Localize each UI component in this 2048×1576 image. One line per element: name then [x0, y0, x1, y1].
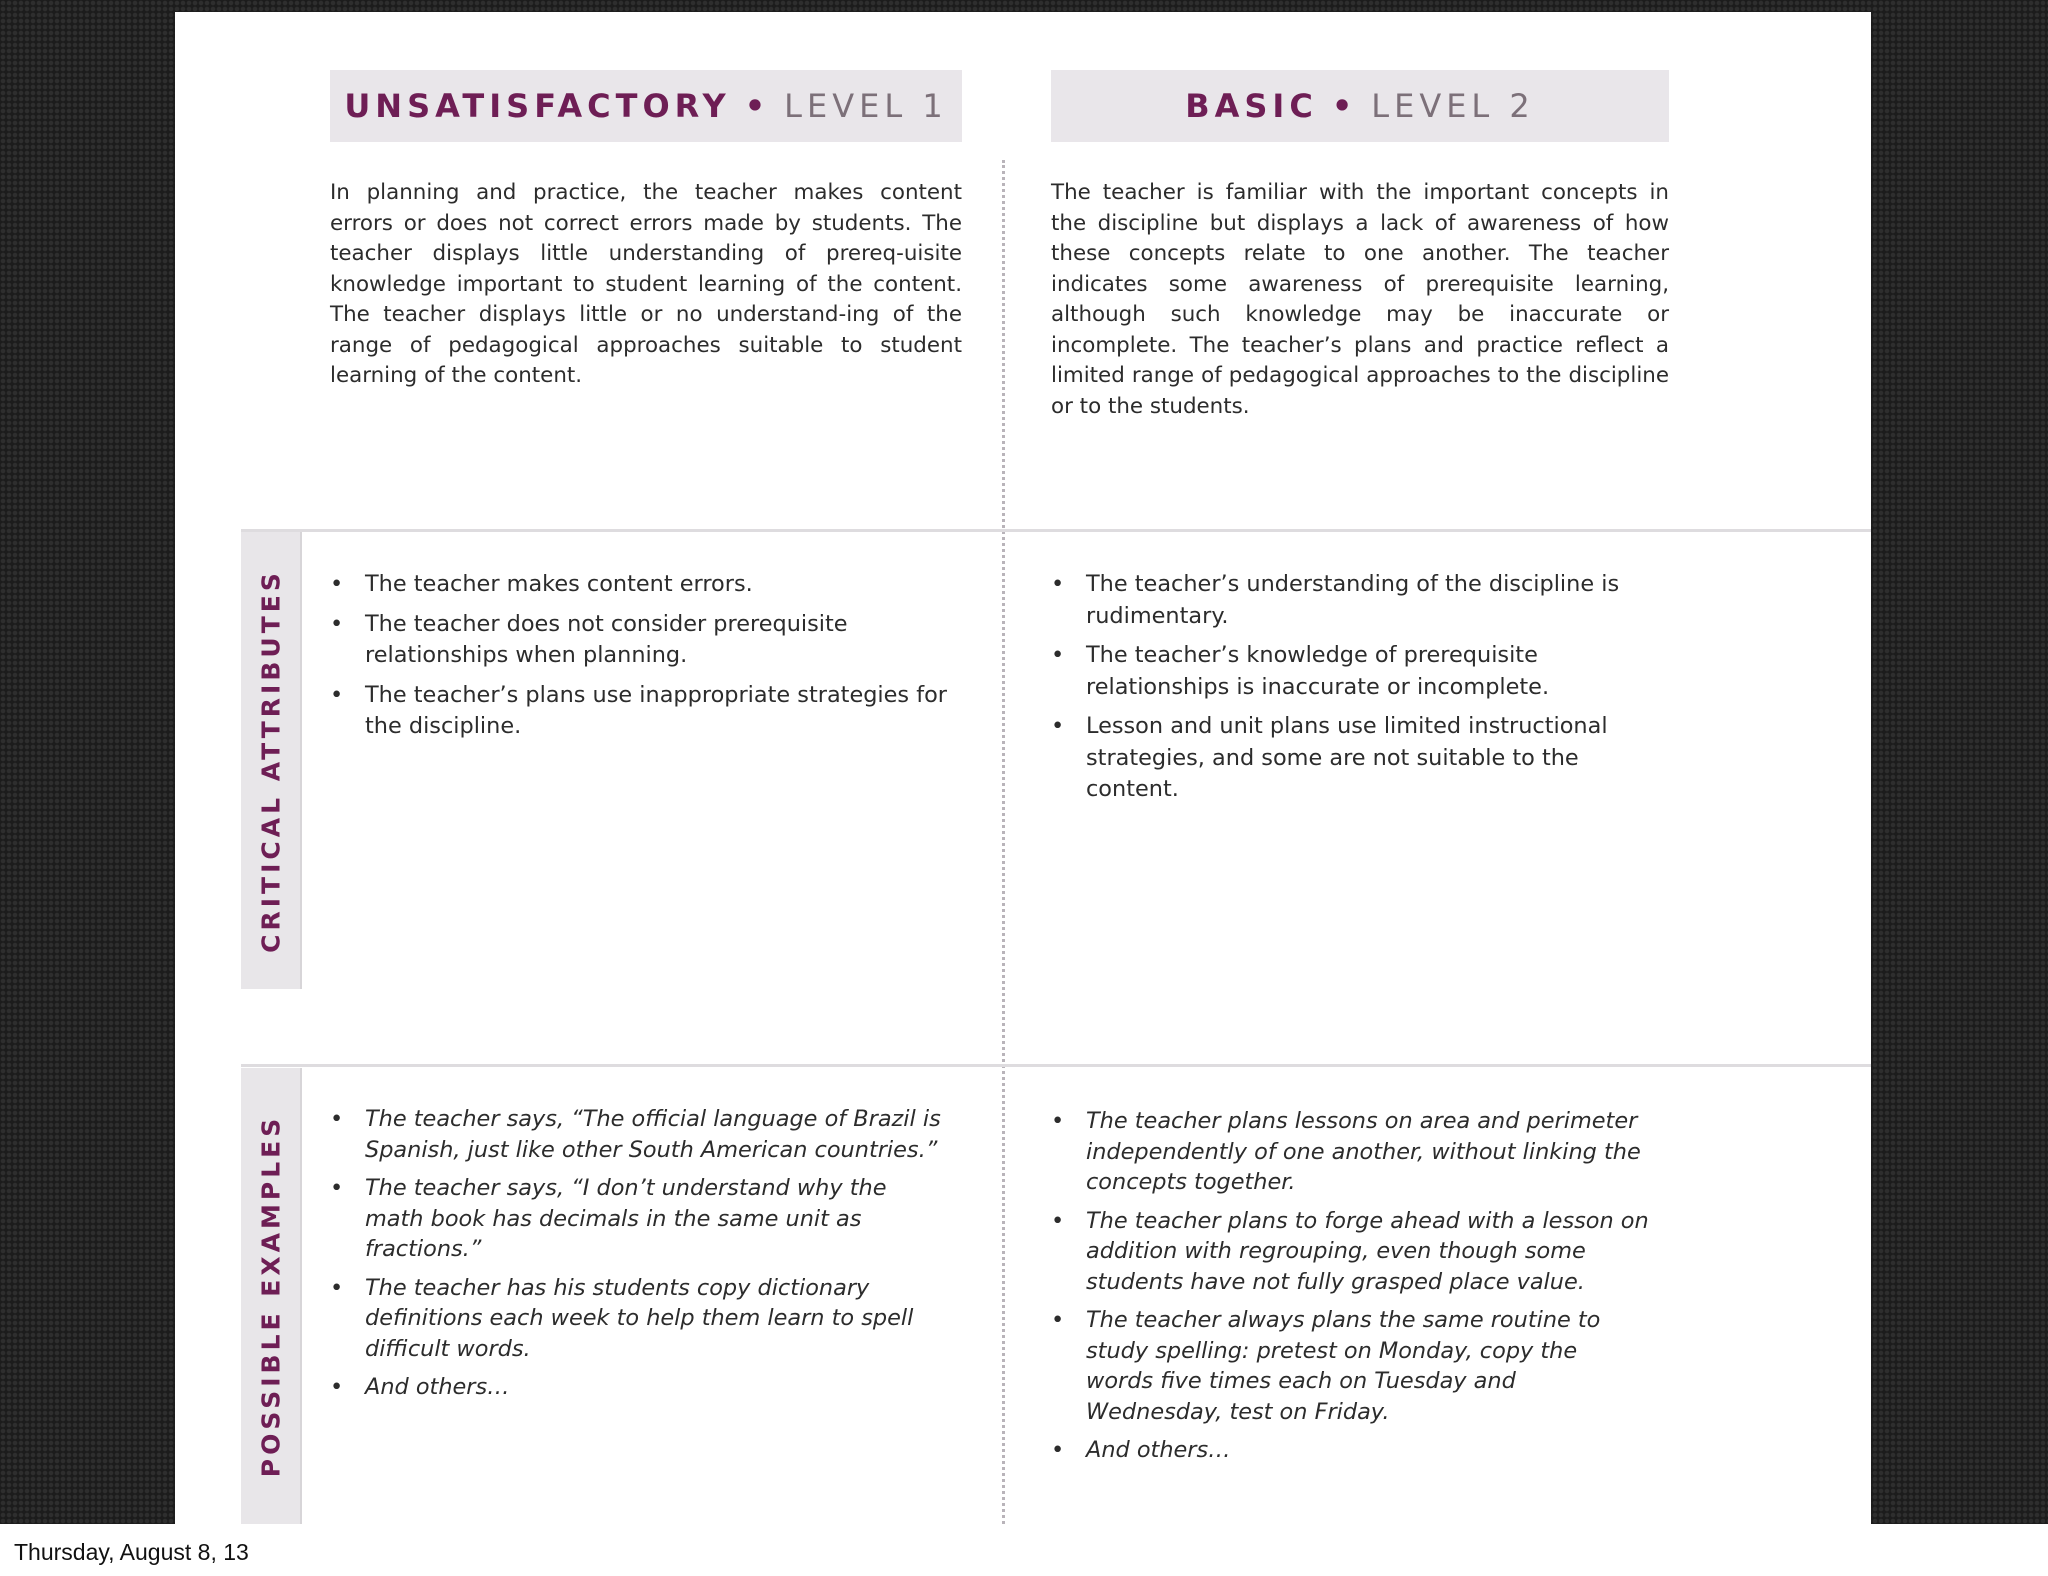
list-item: • The teacher’s plans use inappropriate strategies for the discipline. — [330, 680, 950, 743]
level-1-critical-attributes — [330, 569, 950, 751]
level-1-name: UNSATISFACTORY — [344, 87, 731, 125]
possible-examples-tab — [241, 1068, 302, 1524]
possible-examples-label: POSSIBLE EXAMPLES — [256, 1114, 285, 1478]
level-1-label: LEVEL 1 — [784, 87, 948, 125]
footer-date: Thursday, August 8, 13 — [14, 1539, 249, 1565]
level-1-description: In planning and practice, the teacher makes content errors or does not correct errors made by students. The teacher displays little understanding of prereq-uisite knowledge important to student learning of the content. The teacher displays little or no understand-ing of the range of pedagogical approaches suitable to student learning of the content. — [330, 180, 962, 388]
level-1-possible-examples — [330, 1104, 950, 1411]
list-item: • The teacher’s understanding of the discipline is rudimentary. — [1051, 569, 1651, 632]
list-item: • The teacher always plans the same routine to study spelling: pretest on Monday, copy the words five times each on Tuesday and Wednesday, test on Friday. — [1051, 1305, 1651, 1427]
list-item: • The teacher says, “The official language of Brazil is Spanish, just like other South American countries.” — [330, 1104, 950, 1165]
list-item: • And others… — [330, 1372, 950, 1403]
level-2-name: BASIC — [1185, 87, 1318, 125]
slide — [175, 12, 1871, 1524]
row-divider-2 — [241, 1064, 1871, 1067]
level-1-header — [330, 70, 962, 142]
list-item: • And others… — [1051, 1435, 1651, 1466]
level-2-separator: • — [1331, 87, 1358, 125]
level-2-description: The teacher is familiar with the important concepts in the discipline but displays a lack of awareness of how these concepts relate to one another. The teacher indicates some awareness of prerequisite learning, although such knowledge may be inaccurate or incomplete. The teacher’s plans and practice reflect a limited range of pedagogical approaches to the discipline or to the students. — [1051, 180, 1669, 419]
level-2-critical-attributes — [1051, 569, 1651, 814]
list-item: • The teacher makes content errors. — [330, 569, 950, 601]
row-divider-1 — [241, 529, 1871, 532]
list-item: • The teacher plans lessons on area and perimeter independently of one another, without linking the concepts together. — [1051, 1106, 1651, 1198]
critical-attributes-label: CRITICAL ATTRIBUTES — [256, 568, 285, 953]
list-item: • The teacher does not consider prerequisite relationships when planning. — [330, 609, 950, 672]
critical-attributes-tab — [241, 532, 302, 989]
footer-bar — [0, 1524, 2048, 1576]
level-2-label: LEVEL 2 — [1371, 87, 1535, 125]
list-item: • The teacher’s knowledge of prerequisite relationships is inaccurate or incomplete. — [1051, 640, 1651, 703]
list-item: • The teacher has his students copy dictionary definitions each week to help them learn to spell difficult words. — [330, 1273, 950, 1365]
level-1-separator: • — [744, 87, 771, 125]
list-item: • The teacher plans to forge ahead with a lesson on addition with regrouping, even though some students have not fully grasped place value. — [1051, 1206, 1651, 1298]
list-item: • The teacher says, “I don’t understand why the math book has decimals in the same unit as fractions.” — [330, 1173, 950, 1265]
level-2-possible-examples — [1051, 1106, 1651, 1474]
column-divider — [1002, 160, 1005, 1524]
level-2-header — [1051, 70, 1669, 142]
list-item: • Lesson and unit plans use limited instructional strategies, and some are not suitable to the content. — [1051, 711, 1651, 806]
